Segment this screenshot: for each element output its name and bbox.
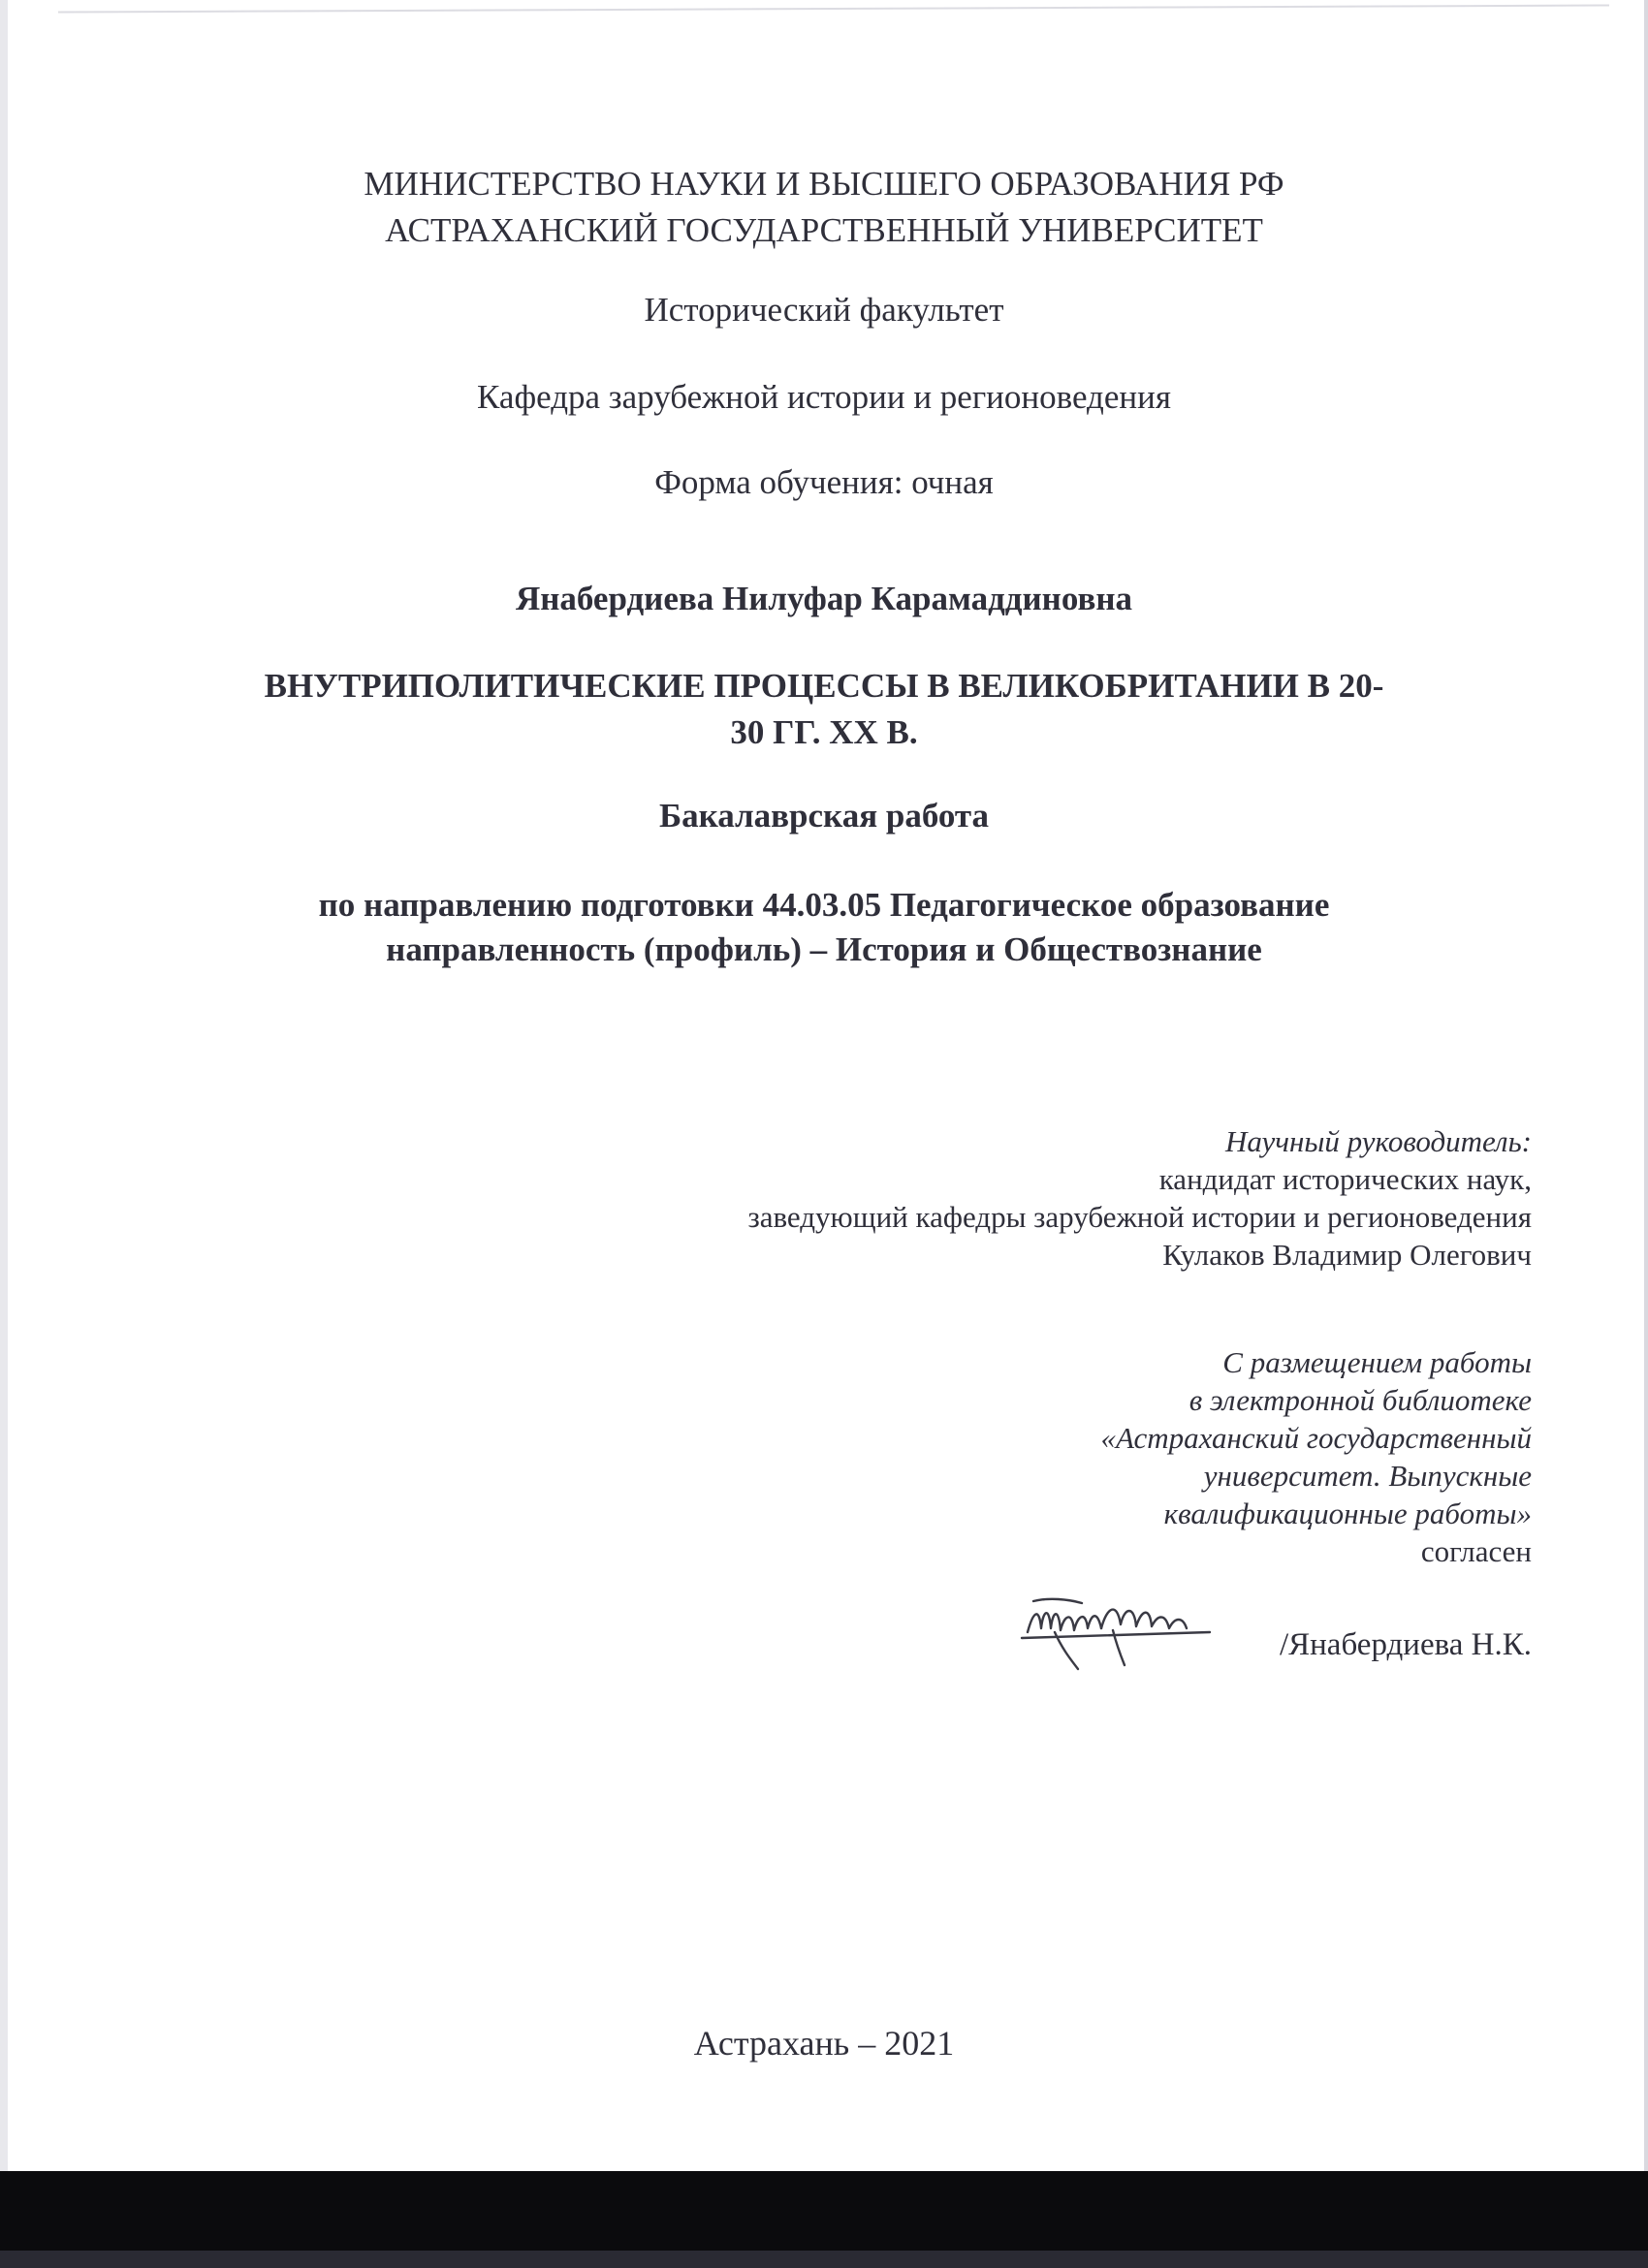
scan-left-edge: [0, 0, 8, 2268]
city-year: Астрахань – 2021: [693, 2024, 955, 2063]
university-line: АСТРАХАНСКИЙ ГОСУДАРСТВЕННЫЙ УНИВЕРСИТЕТ: [385, 211, 1263, 249]
direction-line-1: по направлению подготовки 44.03.05 Педагогическое образование: [318, 886, 1330, 924]
ministry-line: МИНИСТЕРСТВО НАУКИ И ВЫСШЕГО ОБРАЗОВАНИЯ РФ: [364, 165, 1284, 203]
consent-line: в электронной библиотеке: [1188, 1383, 1532, 1417]
scan-bottom-strip: [0, 2251, 1648, 2268]
consent-block: [1101, 1343, 1532, 1570]
supervisor-block: [747, 1122, 1532, 1274]
work-type: Бакалаврская работа: [658, 797, 990, 835]
department-line: Кафедра зарубежной истории и регионоведения: [477, 378, 1171, 416]
signature-image: [1020, 1572, 1223, 1679]
thesis-title-line-1: ВНУТРИПОЛИТИЧЕСКИЕ ПРОЦЕССЫ В ВЕЛИКОБРИТАНИИ В 20-: [264, 667, 1384, 705]
supervisor-name: Кулаков Владимир Олегович: [1162, 1238, 1532, 1272]
consent-line: С размещением работы: [1222, 1345, 1532, 1379]
direction-line-2: направленность (профиль) – История и Обществознание: [386, 930, 1262, 968]
study-form-line: Форма обучения: очная: [654, 463, 994, 501]
faculty-line: Исторический факультет: [644, 291, 1004, 329]
consent-line: университет. Выпускные: [1203, 1459, 1532, 1493]
signature-name: /Янабердиева Н.К.: [1279, 1627, 1532, 1662]
supervisor-heading: Научный руководитель:: [1225, 1124, 1532, 1158]
author-name: Янабердиева Нилуфар Карамаддиновна: [515, 580, 1133, 617]
supervisor-position: заведующий кафедры зарубежной истории и регионоведения: [747, 1200, 1532, 1234]
consent-line: квалификационные работы»: [1163, 1496, 1532, 1530]
consent-line: «Астраханский государственный: [1100, 1421, 1532, 1455]
consent-agreed: согласен: [1420, 1534, 1532, 1568]
scan-top-line: [58, 5, 1609, 14]
supervisor-degree: кандидат исторических наук,: [1158, 1162, 1532, 1196]
thesis-title-line-2: 30 ГГ. XX В.: [730, 713, 918, 751]
